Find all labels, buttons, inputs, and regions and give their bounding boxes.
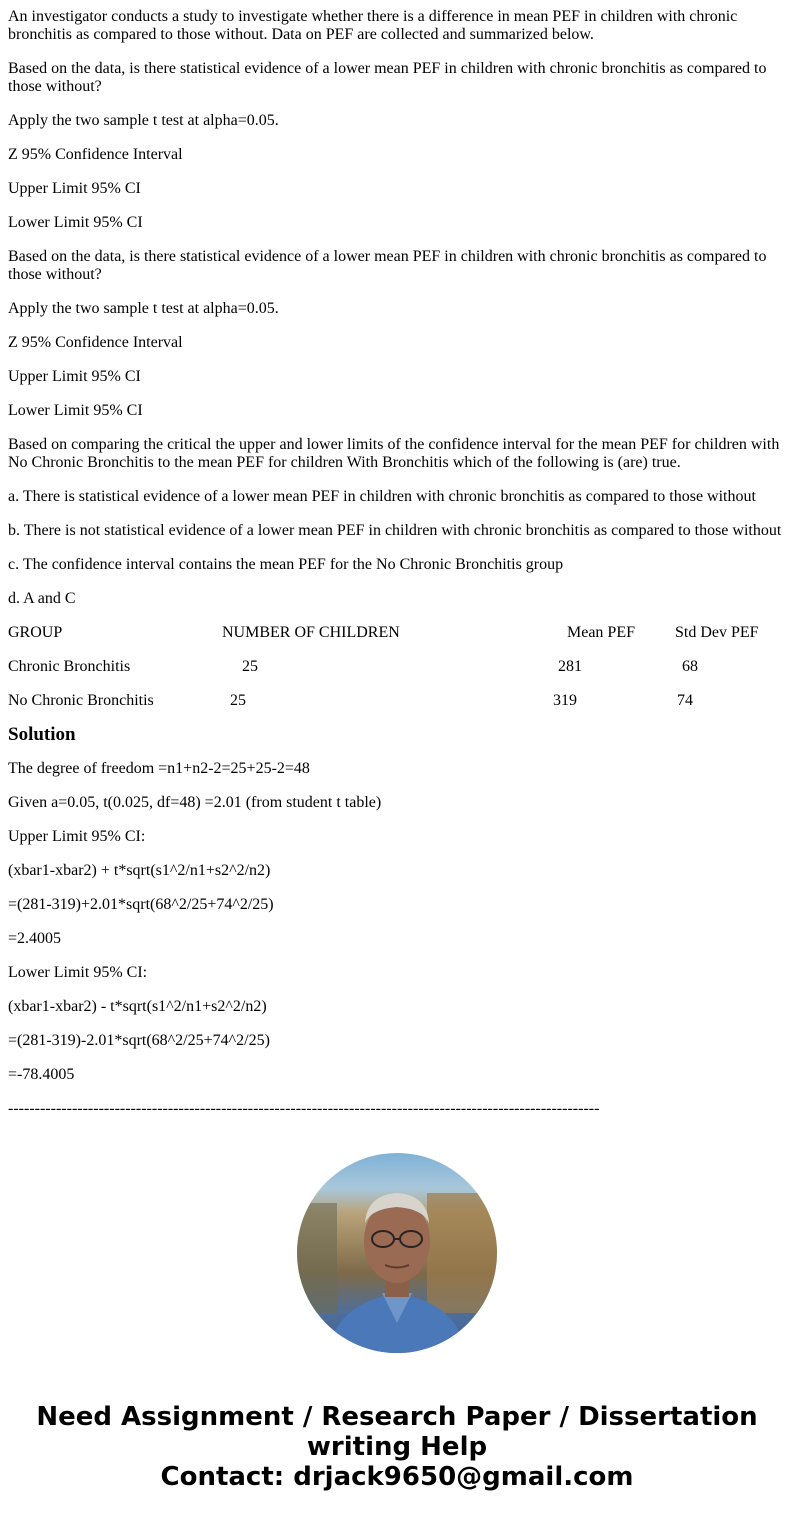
solution-heading: Solution (8, 724, 76, 745)
footer-line: writing Help (306, 1432, 488, 1462)
upper-limit-label: Upper Limit 95% CI (8, 180, 141, 197)
instruction-text: Apply the two sample t test at alpha=0.05. (8, 300, 279, 317)
cell-number: 25 (230, 692, 246, 709)
header-stddev: Std Dev PEF (675, 624, 759, 641)
cell-mean: 319 (553, 692, 577, 709)
option-a: a. There is statistical evidence of a lower mean PEF in children with chronic bronchitis as compared to those without (8, 488, 756, 505)
table-row (8, 658, 788, 676)
header-number: NUMBER OF CHILDREN (222, 624, 400, 641)
cell-number: 25 (242, 658, 258, 675)
solution-line: The degree of freedom =n1+n2-2=25+25-2=48 (8, 760, 310, 777)
solution-line: =2.4005 (8, 930, 62, 947)
solution-line: Given a=0.05, t(0.025, df=48) =2.01 (from student t table) (8, 794, 382, 811)
ci-label: Z 95% Confidence Interval (8, 146, 183, 163)
avatar (297, 1153, 497, 1353)
lower-limit-label: Lower Limit 95% CI (8, 402, 143, 419)
ci-label: Z 95% Confidence Interval (8, 334, 183, 351)
document-body (8, 8, 788, 1134)
solution-line: Upper Limit 95% CI: (8, 828, 146, 845)
question-text: Based on the data, is there statistical evidence of a lower mean PEF in children with chronic bronchitis as compared to those without? (8, 248, 767, 283)
cell-stddev: 74 (677, 692, 693, 709)
person-portrait-icon (297, 1153, 497, 1353)
option-d: d. A and C (8, 590, 76, 607)
cell-stddev: 68 (682, 658, 698, 675)
cell-mean: 281 (558, 658, 582, 675)
footer-line: Need Assignment / Research Paper / Dissertation (36, 1402, 758, 1432)
table-row (8, 692, 788, 710)
option-b: b. There is not statistical evidence of a lower mean PEF in children with chronic bronchitis as compared to those without (8, 522, 782, 539)
header-mean: Mean PEF (567, 624, 635, 641)
lower-limit-label: Lower Limit 95% CI (8, 214, 143, 231)
solution-line: (xbar1-xbar2) + t*sqrt(s1^2/n1+s2^2/n2) (8, 862, 271, 879)
question-intro: An investigator conducts a study to investigate whether there is a difference in mean PEF in children with chronic bronchitis as compared to those without. Data on PEF are collected and summarized below. (8, 8, 738, 43)
contact-email: Contact: drjack9650@gmail.com (160, 1462, 634, 1492)
header-group: GROUP (8, 624, 63, 641)
solution-line: =-78.4005 (8, 1066, 75, 1083)
question-text: Based on the data, is there statistical evidence of a lower mean PEF in children with chronic bronchitis as compared to those without? (8, 60, 767, 95)
upper-limit-label: Upper Limit 95% CI (8, 368, 141, 385)
solution-line: (xbar1-xbar2) - t*sqrt(s1^2/n1+s2^2/n2) (8, 998, 267, 1015)
footer-banner (0, 1402, 794, 1492)
instruction-text: Apply the two sample t test at alpha=0.05. (8, 112, 279, 129)
solution-line: =(281-319)-2.01*sqrt(68^2/25+74^2/25) (8, 1032, 270, 1049)
solution-line: Lower Limit 95% CI: (8, 964, 148, 981)
table-header (8, 624, 788, 642)
cell-group: Chronic Bronchitis (8, 658, 131, 675)
divider: --------------------------------------------------------------------------------------------------------------- (8, 1100, 600, 1117)
option-c: c. The confidence interval contains the mean PEF for the No Chronic Bronchitis group (8, 556, 564, 573)
compare-question: Based on comparing the critical the upper and lower limits of the confidence interval for the mean PEF for children with No Chronic Bronchitis to the mean PEF for children With Bronchitis which of the following is (are) true. (8, 436, 780, 471)
solution-line: =(281-319)+2.01*sqrt(68^2/25+74^2/25) (8, 896, 274, 913)
cell-group: No Chronic Bronchitis (8, 692, 154, 709)
